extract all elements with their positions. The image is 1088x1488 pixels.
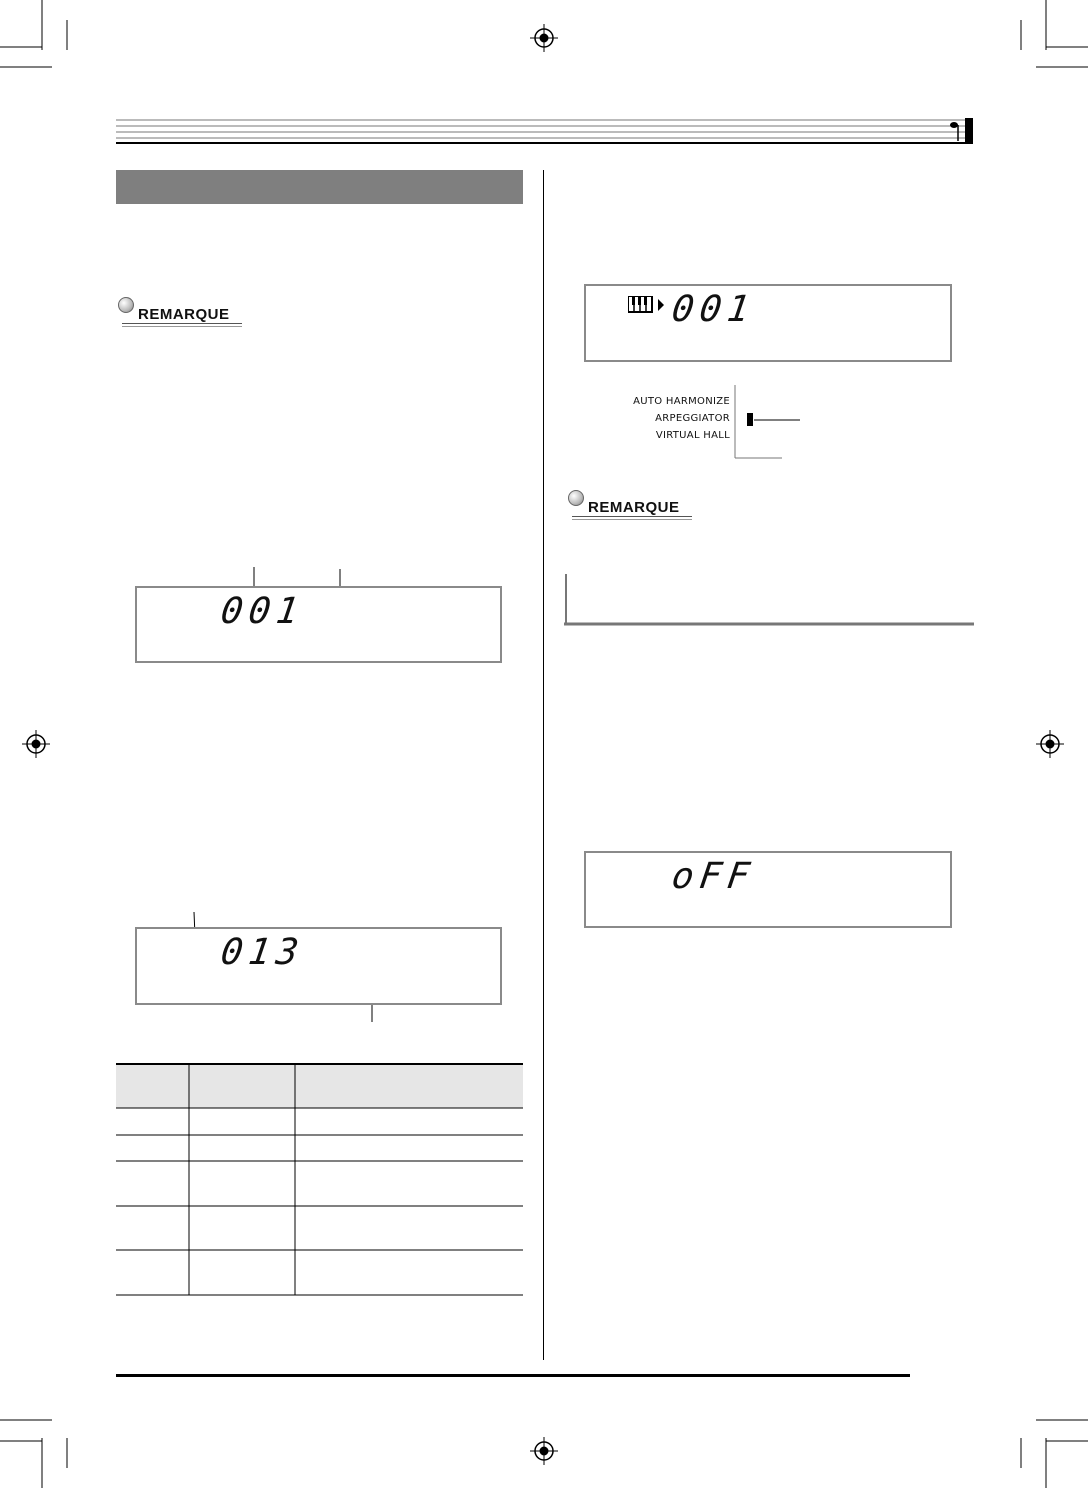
- note-label-right: REMARQUE: [572, 498, 696, 522]
- subsection-header-frame: [564, 574, 976, 628]
- settings-table: [116, 1063, 524, 1297]
- indicator-bracket: [734, 385, 800, 461]
- keyboard-icon: [628, 296, 668, 318]
- header-staff: [116, 115, 976, 149]
- display-number: 013: [218, 932, 307, 973]
- registration-target-bottom: [530, 1437, 558, 1465]
- label-auto-harmonize: AUTO HARMONIZE: [633, 396, 730, 407]
- footer-rule: [116, 1374, 910, 1377]
- label-virtual-hall: VIRTUAL HALL: [655, 430, 730, 441]
- display-number: 001: [669, 289, 758, 330]
- display-status: oFF: [669, 856, 758, 897]
- registration-target-left: [22, 730, 50, 758]
- registration-target-top: [530, 24, 558, 52]
- lcd-display-4: [584, 851, 952, 928]
- play-arrow-icon: [658, 299, 664, 311]
- display-number: 001: [218, 591, 307, 632]
- effect-indicator-panel: [600, 385, 800, 461]
- magnifier-icon: [118, 297, 134, 313]
- lcd-display-3: [584, 284, 952, 362]
- lcd-display-2: [135, 927, 502, 1005]
- column-divider: [543, 170, 544, 1360]
- label-arpeggiator: ARPEGGIATOR: [655, 413, 730, 424]
- arpeggiator-indicator: [747, 413, 753, 426]
- magnifier-icon: [568, 490, 584, 506]
- registration-target-right: [1036, 730, 1064, 758]
- note-label-left: REMARQUE: [122, 305, 246, 329]
- lcd-display-1: [135, 586, 502, 663]
- section-header-bar: [116, 170, 523, 204]
